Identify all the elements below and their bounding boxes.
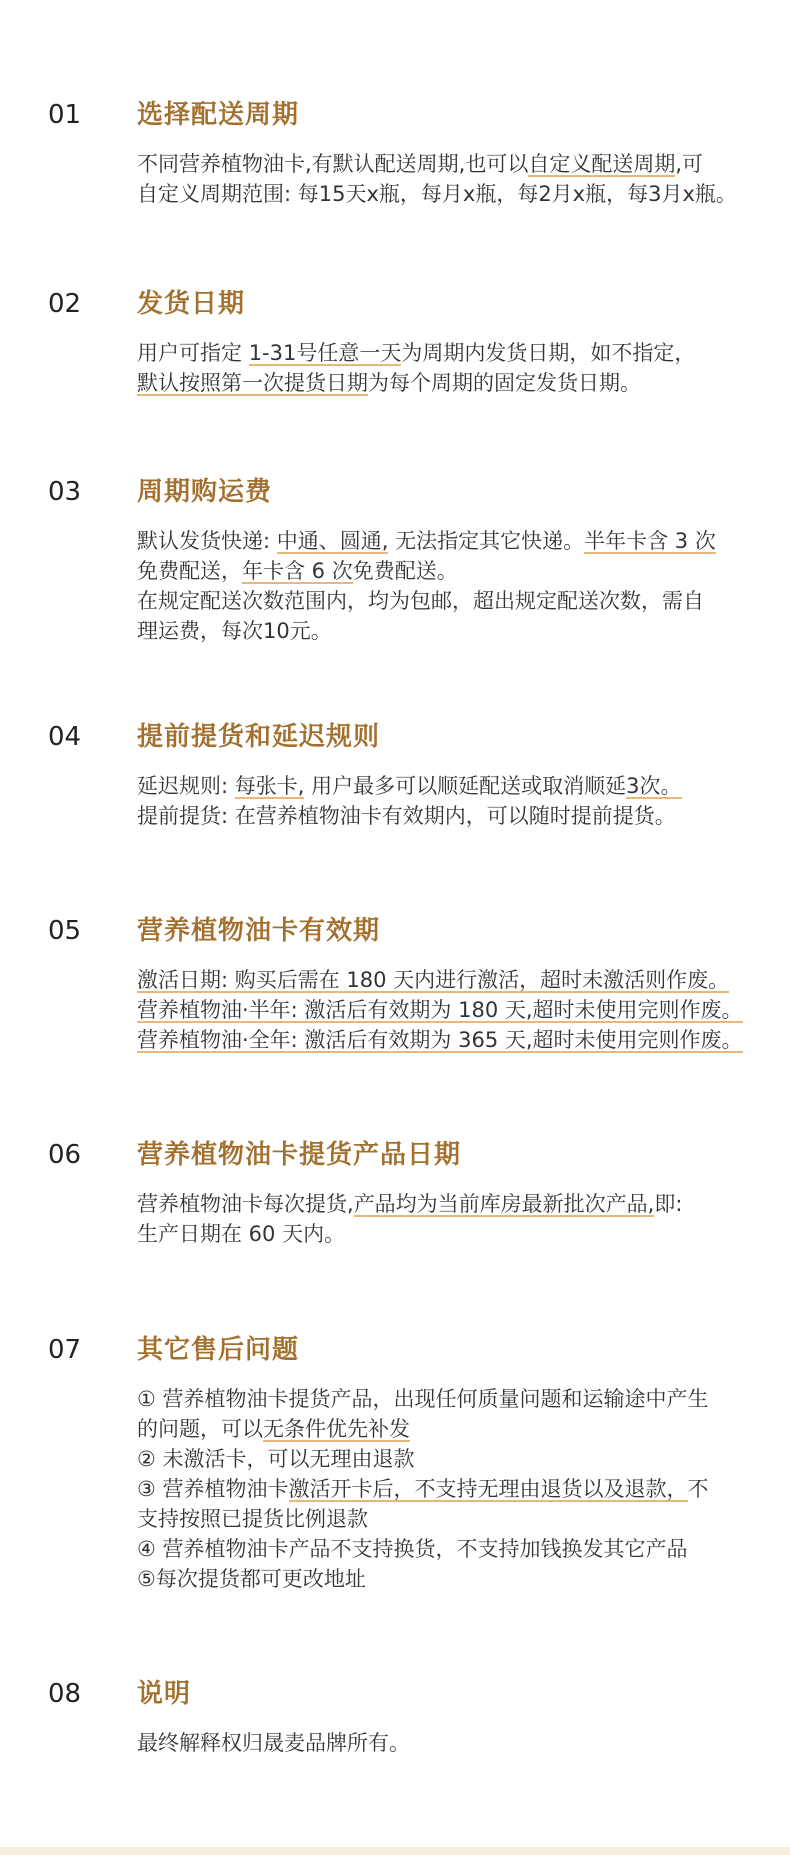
section-number: 08 <box>48 1679 82 1709</box>
section-title: 提前提货和延迟规则 <box>137 722 381 752</box>
body-line <box>137 801 737 831</box>
section-body <box>137 1728 737 1758</box>
text-run: ,可 <box>675 152 704 176</box>
text-run: 为周期内发货日期，如不指定， <box>401 341 696 365</box>
section-number: 04 <box>48 722 82 752</box>
section-number: 03 <box>48 477 82 507</box>
text-run: 即: <box>654 1192 683 1216</box>
section-body <box>137 526 737 646</box>
text-run: 自定义周期范围: 每15天x瓶，每月x瓶，每2月x瓶，每3月x瓶。 <box>137 182 737 206</box>
body-line <box>137 1534 737 1564</box>
highlighted-text: 自定义配送周期 <box>528 152 676 176</box>
body-line <box>137 965 737 995</box>
section-body <box>137 338 737 398</box>
text-run: 最终解释权归晟麦品牌所有。 <box>137 1731 410 1755</box>
body-line <box>137 1564 737 1594</box>
body-line <box>137 1414 737 1444</box>
body-line <box>137 616 737 646</box>
section-body <box>137 1384 737 1594</box>
highlighted-text: 3次。 <box>626 774 682 798</box>
highlighted-text: 中通、圆通, <box>276 529 389 553</box>
section-title: 其它售后问题 <box>137 1335 300 1365</box>
footer-band <box>0 1847 790 1855</box>
highlighted-text: 1-31号任意一天 <box>248 341 402 365</box>
text-run: 在规定配送次数范围内，均为包邮，超出规定配送次数，需自 <box>137 589 704 613</box>
text-run: 的问题，可以 <box>137 1417 263 1441</box>
text-run: 支持按照已提货比例退款 <box>137 1507 368 1531</box>
section-body <box>137 1189 737 1249</box>
highlighted-text: 激活日期: 购买后需在 180 天内进行激活，超时未激活则作废。 <box>137 968 730 992</box>
text-run: ③ 营养植物油卡 <box>137 1477 289 1501</box>
text-run: 延迟规则: <box>137 774 235 798</box>
text-run: 不同营养植物油卡,有默认配送周期,也可以 <box>137 152 529 176</box>
body-line <box>137 1444 737 1474</box>
text-run: 用户最多可以顺延配送或取消顺延 <box>304 774 627 798</box>
section-body <box>137 771 737 831</box>
body-line <box>137 1474 737 1504</box>
body-line <box>137 368 737 398</box>
highlighted-text: 默认按照第一次提货日期 <box>137 371 368 395</box>
highlighted-text: 营养植物油·全年: 激活后有效期为 365 天,超时未使用完则作废。 <box>137 1028 743 1052</box>
section-number: 05 <box>48 916 82 946</box>
body-line <box>137 556 737 586</box>
text-run: 营养植物油卡每次提货, <box>137 1192 354 1216</box>
section-title: 说明 <box>137 1679 192 1709</box>
highlighted-text: 激活开卡后，不支持无理由退货以及退款， <box>288 1477 688 1501</box>
text-run: 理运费，每次10元。 <box>137 619 332 643</box>
text-run: 提前提货: 在营养植物油卡有效期内，可以随时提前提货。 <box>137 804 676 828</box>
highlighted-text: 营养植物油·半年: 激活后有效期为 180 天,超时未使用完则作废。 <box>137 998 743 1022</box>
body-line <box>137 1728 737 1758</box>
section-title: 营养植物油卡提货产品日期 <box>137 1140 462 1170</box>
text-run: ② 未激活卡，可以无理由退款 <box>137 1447 415 1471</box>
body-line <box>137 771 737 801</box>
text-run: ① 营养植物油卡提货产品，出现任何质量问题和运输途中产生 <box>137 1387 709 1411</box>
highlighted-text: 半年卡含 3 次 <box>584 529 716 553</box>
text-run: 免费配送， <box>137 559 242 583</box>
body-line <box>137 995 743 1025</box>
text-run: 免费配送。 <box>352 559 458 583</box>
text-run: 无法指定其它快递。 <box>388 529 585 553</box>
body-line <box>137 586 737 616</box>
text-run: 不 <box>687 1477 709 1501</box>
body-line <box>137 1384 737 1414</box>
body-line <box>137 1219 737 1249</box>
text-run: 生产日期在 60 天内。 <box>137 1222 346 1246</box>
section-title: 营养植物油卡有效期 <box>137 916 381 946</box>
section-body <box>137 965 743 1055</box>
text-run: 默认发货快递: <box>137 529 277 553</box>
body-line <box>137 179 737 209</box>
highlighted-text: 产品均为当前库房最新批次产品, <box>353 1192 655 1216</box>
body-line <box>137 1504 737 1534</box>
section-number: 06 <box>48 1140 82 1170</box>
body-line <box>137 526 737 556</box>
text-run: 为每个周期的固定发货日期。 <box>368 371 641 395</box>
section-number: 07 <box>48 1335 82 1365</box>
section-body <box>137 149 737 209</box>
text-run: 用户可指定 <box>137 341 249 365</box>
body-line <box>137 338 737 368</box>
body-line <box>137 1189 737 1219</box>
section-number: 01 <box>48 100 82 130</box>
highlighted-text: 年卡含 6 次 <box>242 559 353 583</box>
highlighted-text: 每张卡, <box>234 774 305 798</box>
section-title: 选择配送周期 <box>137 100 300 130</box>
text-run: ⑤每次提货都可更改地址 <box>137 1567 366 1591</box>
section-title: 发货日期 <box>137 289 246 319</box>
body-line <box>137 149 737 179</box>
text-run: ④ 营养植物油卡产品不支持换货，不支持加钱换发其它产品 <box>137 1537 688 1561</box>
section-number: 02 <box>48 289 82 319</box>
highlighted-text: 无条件优先补发 <box>263 1417 410 1441</box>
section-title: 周期购运费 <box>137 477 273 507</box>
body-line <box>137 1025 743 1055</box>
